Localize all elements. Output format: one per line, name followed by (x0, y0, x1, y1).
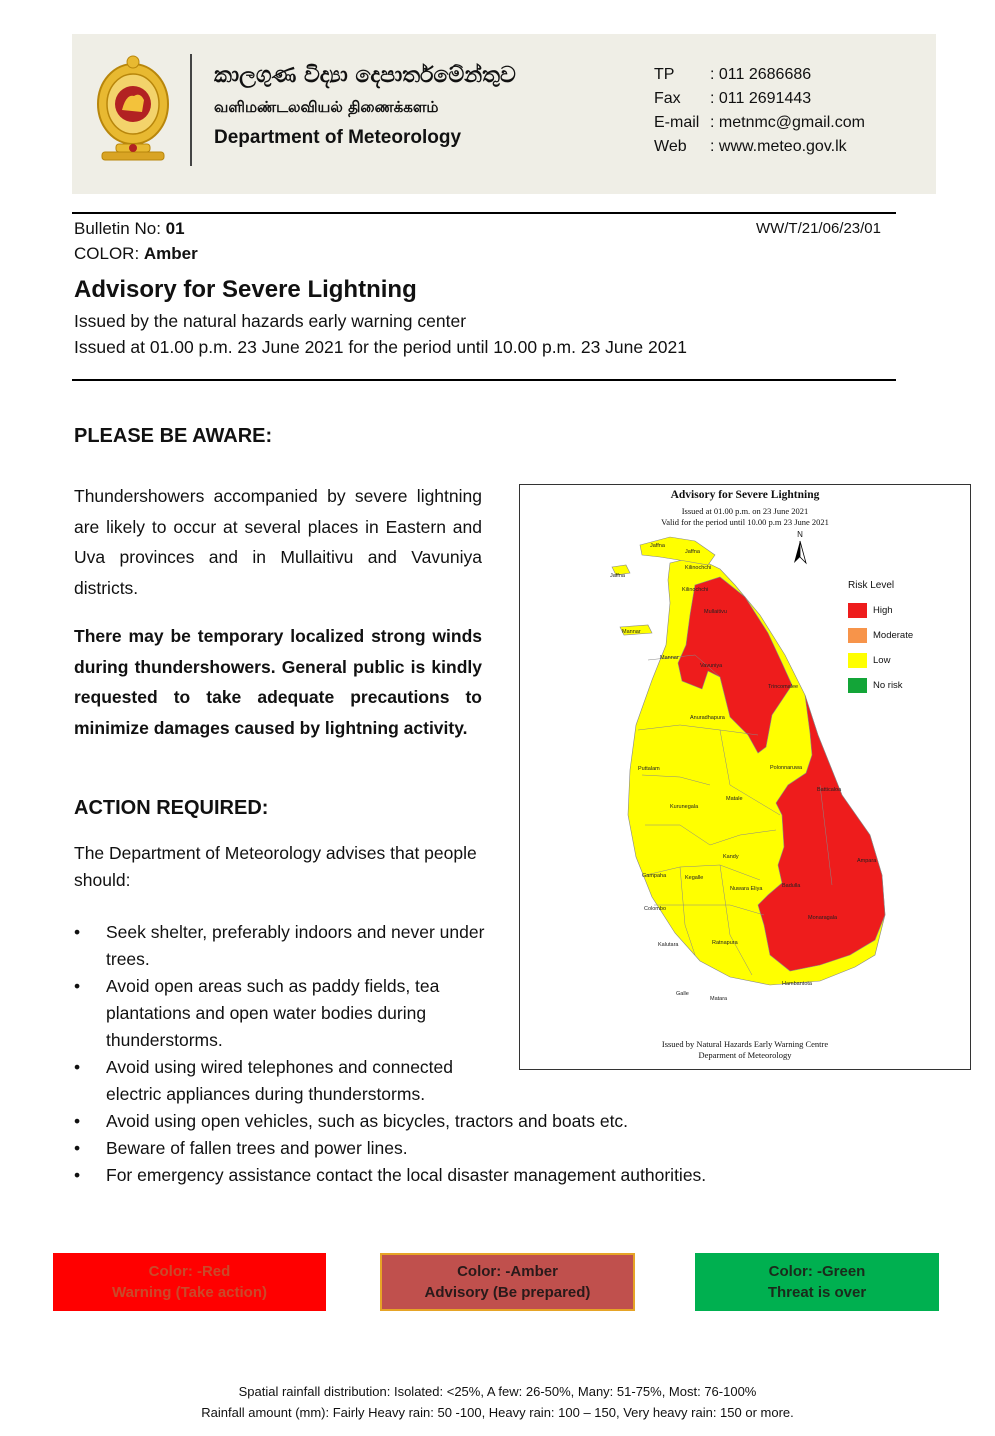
bulletin-color-label: COLOR: (74, 244, 144, 263)
legend-label: Low (873, 655, 891, 666)
contact-label: TP (654, 66, 675, 83)
contact-value: : 011 2691443 (710, 90, 812, 107)
district-label: Kalutara (658, 942, 679, 948)
legend-title: Risk Level (848, 580, 895, 591)
color-box-meaning: Warning (Take action) (111, 1284, 267, 1301)
legend-swatch (848, 653, 867, 668)
sri-lanka-map-icon (520, 485, 970, 1069)
color-box-title: Color: -Green (768, 1263, 866, 1280)
action-required-heading: ACTION REQUIRED: (74, 797, 269, 819)
color-box-green (695, 1253, 939, 1311)
color-box-meaning: Threat is over (767, 1284, 867, 1301)
district-label: Badulla (782, 883, 801, 889)
contact-web (654, 135, 865, 159)
contact-label: E-mail (654, 114, 700, 131)
district-label: Puttalam (638, 766, 660, 772)
district-label: Jaffna (610, 573, 625, 579)
district-label: Galle (676, 991, 689, 997)
bulletin-color (74, 244, 198, 264)
legend-item-no-risk (848, 678, 903, 693)
contact-value[interactable]: : www.meteo.gov.lk (710, 138, 847, 155)
department-names (214, 60, 516, 154)
district-label: Monaragala (808, 915, 838, 921)
color-box-red (53, 1253, 326, 1311)
contact-label: Web (654, 138, 687, 155)
contact-fax (654, 87, 865, 111)
footer-rainfall-amount: Rainfall amount (mm): Fairly Heavy rain: 50 -100, Heavy rain: 100 – 150, Very heavy rain: 150 or more. (201, 1405, 794, 1420)
legend-label: No risk (873, 680, 903, 691)
district-label: Jaffna (685, 549, 700, 555)
legend-item-high (848, 603, 893, 618)
department-name-tamil: வளிமண்டலவியல் திணைக்களம் (214, 98, 439, 116)
district-label: Kurunegala (670, 804, 699, 810)
list-item: • For emergency assistance contact the local disaster management authorities. (74, 1162, 874, 1189)
issued-by: Issued by the natural hazards early warning center (74, 311, 467, 331)
color-box-amber (380, 1253, 635, 1311)
district-label: Mullaitivu (704, 609, 727, 615)
legend-item-moderate (848, 628, 913, 643)
header-divider (190, 54, 192, 166)
district-label: Mannar (622, 629, 641, 635)
north-label: N (797, 530, 803, 539)
color-box-title: Color: -Red (148, 1263, 231, 1280)
risk-map (519, 484, 971, 1070)
list-item: • Avoid using wired telephones and connected electric appliances during thunderstorms. (74, 1054, 454, 1108)
contact-phone (654, 63, 865, 87)
bulletin-color-value: Amber (143, 244, 198, 263)
district-label: Mannar (660, 655, 679, 661)
list-item: • Avoid open areas such as paddy fields, tea plantations and open water bodies during thunderstorms. (74, 973, 494, 1054)
contact-value: : 011 2686686 (710, 66, 812, 83)
legend-label: Moderate (873, 630, 914, 641)
district-label: Ratnapura (712, 940, 738, 946)
district-label: Matale (726, 796, 743, 802)
sri-lanka-emblem-icon (94, 52, 172, 164)
color-box-meaning: Advisory (Be prepared) (424, 1284, 591, 1301)
list-item: • Beware of fallen trees and power lines. (74, 1135, 874, 1162)
map-valid: Valid for the period until 10.00 p.m 23 June 2021 (661, 517, 829, 527)
legend-swatch (848, 628, 867, 643)
district-label: Colombo (644, 906, 667, 912)
bulletin-number (74, 219, 185, 239)
contact-label: Fax (654, 90, 681, 107)
contact-email (654, 111, 865, 135)
district-label: Kilinochchi (685, 565, 712, 571)
district-label: Kegalle (685, 875, 704, 881)
list-item: • Seek shelter, preferably indoors and never under trees. (74, 919, 494, 973)
district-label: Vavuniya (700, 663, 723, 669)
aware-warning-paragraph: There may be temporary localized strong winds during thundershowers. General public is kindly requested to take adequate precautions to minimize damages caused by lightning activity. (74, 626, 482, 738)
bottom-rule (72, 379, 896, 381)
district-label: Batticaloa (817, 787, 842, 793)
top-rule (72, 212, 896, 214)
bulletin-number-value: 01 (165, 219, 185, 238)
please-be-aware-heading: PLEASE BE AWARE: (74, 425, 273, 447)
district-label: Polonnaruwa (770, 765, 803, 771)
district-label: Kandy (723, 854, 739, 860)
legend-label: High (873, 605, 893, 616)
footer-spatial-distribution: Spatial rainfall distribution: Isolated: <25%, A few: 26-50%, Many: 51-75%, Most: 76-100% (238, 1384, 757, 1399)
advisory-title: Advisory for Severe Lightning (74, 276, 417, 303)
bulletin-number-label: Bulletin No: (74, 219, 166, 238)
district-label: Hambantota (782, 981, 812, 987)
color-box-title: Color: -Amber (457, 1263, 558, 1280)
issued-at: Issued at 01.00 p.m. 23 June 2021 for the period until 10.00 p.m. 23 June 2021 (74, 337, 687, 357)
district-label: Kilinochchi (682, 587, 709, 593)
district-label: Gampaha (642, 873, 667, 879)
map-issued: Issued at 01.00 p.m. on 23 June 2021 (681, 506, 809, 516)
district-label: Nuwara Eliya (730, 886, 763, 892)
contact-value[interactable]: : metnmc@gmail.com (710, 114, 865, 131)
map-footer-issuer: Issued by Natural Hazards Early Warning Centre (661, 1039, 829, 1049)
action-intro: The Department of Meteorology advises that people should: (74, 843, 477, 890)
legend-swatch (848, 678, 867, 693)
district-label: Anuradhapura (690, 715, 725, 721)
department-name-english: Department of Meteorology (214, 127, 462, 148)
legend-item-low (848, 653, 890, 668)
district-label: Jaffna (650, 543, 665, 549)
district-label: Matara (710, 996, 728, 1002)
district-label: Trincomalee (768, 684, 799, 690)
district-label: Ampara (857, 858, 877, 864)
map-footer-department: Deparment of Meteorology (698, 1050, 792, 1060)
aware-paragraph: Thundershowers accompanied by severe lightning are likely to occur at several places in Eastern and Uva provinces and in Mullaitivu and Vavuniya districts. (74, 486, 482, 598)
contact-details (654, 63, 865, 159)
list-item: • Avoid using open vehicles, such as bicycles, tractors and boats etc. (74, 1108, 874, 1135)
letterhead (72, 34, 936, 194)
department-name-sinhala: කාලගුණ විද්‍යා දෙපාර්තමේන්තුව (214, 63, 516, 88)
legend-swatch (848, 603, 867, 618)
bulletin-code: WW/T/21/06/23/01 (755, 220, 881, 237)
map-title: Advisory for Severe Lightning (670, 489, 820, 501)
